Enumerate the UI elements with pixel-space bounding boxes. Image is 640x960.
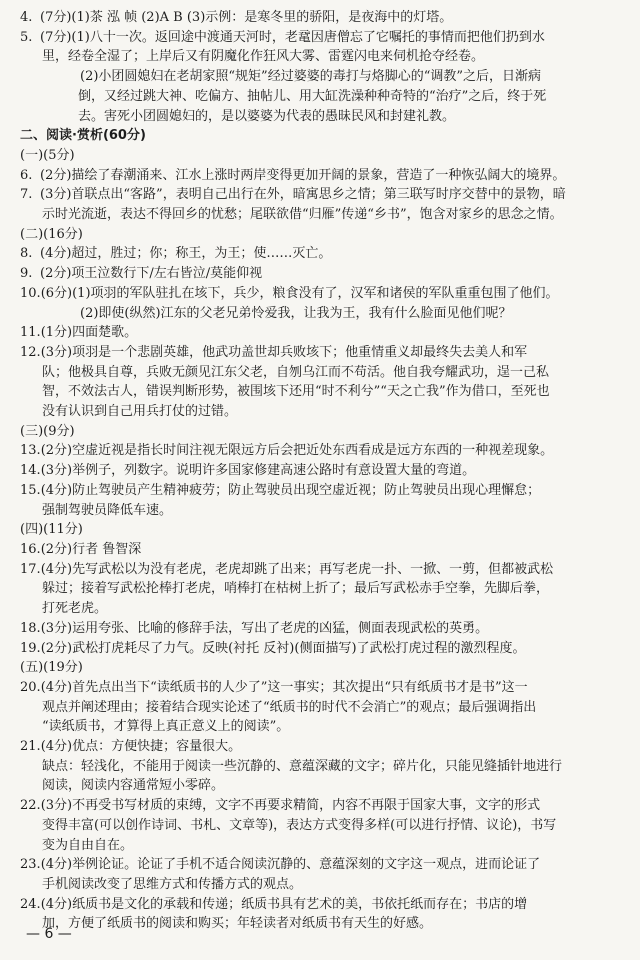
answer-continuation: 倒，又经过跳大神、吃偏方、抽帖儿、用大缸洗澡种种奇特的“治疗”之后，终于死 (78, 88, 547, 104)
question-number: 7. (20, 187, 33, 203)
answer-text: (2分)行者 鲁智深 (40, 541, 142, 557)
answer-item (20, 264, 618, 284)
question-number: 6. (20, 167, 33, 183)
answer-text: (4分)先写武松以为没有老虎，老虎却跳了出来；再写老虎一扑、一掀、一剪，但都被武松 (40, 561, 554, 577)
part-heading: (五)(19分) (20, 660, 83, 676)
question-number: 11. (20, 325, 41, 341)
section-heading: 二、阅读·赏析(60分) (20, 128, 146, 144)
answer-continuation: 打死老虎。 (42, 601, 108, 617)
answer-continuation: 去。害死小团圆媳妇的，是以婆婆为代表的愚昧民风和封建礼教。 (78, 108, 456, 124)
answer-item (20, 481, 618, 501)
answer-item (20, 895, 618, 915)
answer-text: (2分)武松打虎耗尽了力气。反映(衬托 反衬)(侧面描写)了武松打虎过程的激烈程度。 (40, 640, 526, 656)
answer-text: (4分)优点：方便快捷；容量很大。 (40, 739, 242, 755)
answer-text: (3分)运用夸张、比喻的修辞手法，写出了老虎的凶猛，侧面表现武松的英勇。 (40, 620, 489, 636)
page-number: — 6 — (26, 926, 72, 942)
answer-continuation: 里，经卷全湿了；上岸后又有阴魔化作狂风大雾、雷霆闪电来伺机抢夺经卷。 (42, 49, 485, 65)
question-number: 15. (20, 482, 41, 498)
answer-text: (7分)(1)茶 泓 帧 (2)A B (3)示例：是寒冬里的骄阳，是夜海中的灯塔。 (40, 10, 453, 25)
question-number: 14. (20, 463, 41, 479)
answer-continuation: 加，方便了纸质书的阅读和购买；年轻读者对纸质书有天生的好感。 (42, 916, 433, 932)
answer-continuation: (2)即使(纵然)江东的父老兄弟怜爱我，让我为王，我有什么脸面见他们呢？ (80, 305, 512, 321)
answer-continuation: 队；他极具自尊，兵败无颜见江东父老，自刎乌江而不苟活。他自我夸耀武功，逞一己私 (42, 364, 550, 380)
answer-text: (6分)(1)项羽的军队驻扎在垓下，兵少，粮食没有了，汉军和诸侯的军队重重包围了他们。 (40, 285, 559, 301)
question-number: 24. (20, 896, 41, 912)
answer-text: (4分)防止驾驶员产生精神疲劳；防止驾驶员出现空虚近视；防止驾驶员出现心理懈怠； (40, 482, 541, 498)
answer-text: (7分)(1)八十一次。返回途中渡通天河时，老鼋因唐僧忘了它嘱托的事情而把他们扔到水 (40, 29, 545, 45)
question-number: 20. (20, 679, 41, 695)
answer-item (20, 343, 618, 363)
answer-continuation: 变为自由自在。 (42, 837, 134, 853)
answer-text: (3分)项羽是一个悲剧英雄，他武功盖世却兵败垓下；他重情重义却最终失去美人和军 (40, 344, 528, 360)
question-number: 23. (20, 857, 41, 873)
answer-text: (2分)描绘了春潮涌来、江水上涨时两岸变得更加开阔的景象，营造了一种恢弘阔大的境界。 (40, 167, 566, 183)
question-number: 5. (20, 29, 33, 45)
answer-continuation: 手机阅读改变了思维方式和传播方式的观点。 (42, 876, 303, 892)
answer-text: (2分)项王泣数行下/左右皆泣/莫能仰视 (40, 266, 263, 282)
question-number: 22. (20, 798, 41, 814)
part-heading: (二)(16分) (20, 226, 83, 242)
answer-continuation: 变得丰富(可以创作诗词、书札、文章等)，表达方式变得多样(可以进行抒情、议论)，书写 (42, 817, 557, 833)
answer-item (20, 639, 618, 659)
answer-item (20, 8, 618, 28)
answer-continuation: 智，不效法古人，错误判断形势，被围垓下还用“时不利兮”“天之亡我”作为借口，至死也 (42, 384, 550, 400)
question-number: 10. (20, 285, 41, 301)
answer-item (20, 678, 618, 698)
answer-text: (4分)首先点出当下“读纸质书的人少了”这一事实；其次提出“只有纸质书才是书”这一 (40, 679, 528, 695)
answer-item (20, 540, 618, 560)
answer-text: (4分)超过，胜过；你；称王，为王；使……灭亡。 (40, 246, 332, 262)
answer-item (20, 461, 618, 481)
question-number: 18. (20, 620, 41, 636)
answer-text: (1分)四面楚歌。 (40, 325, 138, 341)
answer-continuation: 强制驾驶员降低车速。 (42, 502, 173, 518)
answer-item (20, 28, 618, 48)
answer-item (20, 560, 618, 580)
question-number: 19. (20, 640, 41, 656)
answer-item (20, 796, 618, 816)
question-number: 12. (20, 344, 41, 360)
part-heading: (三)(9分) (20, 423, 75, 439)
answer-continuation: 阅读，阅读内容通常短小零碎。 (42, 778, 225, 794)
answer-continuation: (2)小团圆媳妇在老胡家照“规矩”经过婆婆的毒打与烙脚心的“调教”之后，日渐病 (80, 69, 541, 85)
answer-text: (4分)举例论证。论证了手机不适合阅读沉静的、意蕴深刻的文字这一观点，进而论证了 (40, 857, 541, 873)
answer-text: (2分)空虚近视是指长时间注视无限远方后会把近处东西看成是远方东西的一种视差现象。 (40, 443, 554, 459)
question-number: 8. (20, 246, 33, 262)
answer-item (20, 244, 618, 264)
question-number: 16. (20, 541, 41, 557)
question-number: 4. (20, 10, 33, 25)
answer-text: (3分)举例子，列数字。说明许多国家修建高速公路时有意设置大量的弯道。 (40, 463, 476, 479)
answer-continuation: 缺点：轻浅化，不能用于阅读一些沉静的、意蕴深藏的文字；碎片化，只能见缝插针地进行 (42, 758, 563, 774)
answer-continuation: 示时光流逝，表达不得回乡的忧愁；尾联欲借“归雁”传递“乡书”，饱含对家乡的思念之情。 (42, 207, 563, 223)
question-number: 21. (20, 739, 41, 755)
answer-continuation: 没有认识到自己用兵打仗的过错。 (42, 404, 238, 420)
answer-item (20, 619, 618, 639)
answer-text: (3分)不再受书写材质的束缚，文字不再要求精简，内容不再限于国家大事，文字的形式 (40, 798, 541, 814)
question-number: 9. (20, 266, 33, 282)
answer-text: (3分)首联点出“客路”，表明自己出行在外，暗寓思乡之情；第三联写时序交替中的景物，暗 (40, 187, 566, 203)
answer-text: (4分)纸质书是文化的承载和传递；纸质书具有艺术的美，书依托纸而存在；书店的增 (40, 896, 528, 912)
answer-item (20, 855, 618, 875)
part-heading: (四)(11分) (20, 522, 83, 538)
question-number: 13. (20, 443, 41, 459)
answer-item (20, 185, 618, 205)
answer-item (20, 441, 618, 461)
answer-continuation: 观点并阐述理由；接着结合现实论述了“纸质书的时代不会消亡”的观点；最后强调指出 (42, 699, 537, 715)
answer-item (20, 323, 618, 343)
answer-item (20, 737, 618, 757)
answer-text-body (20, 8, 618, 934)
question-number: 17. (20, 561, 41, 577)
answer-item (20, 166, 618, 186)
answer-continuation: 躲过；接着写武松抡棒打老虎，哨棒打在枯树上折了；最后写武松赤手空拳，先脚后拳， (42, 581, 550, 597)
answer-continuation: “读纸质书，才算得上真正意义上的阅读”。 (42, 719, 290, 735)
part-heading: (一)(5分) (20, 147, 75, 163)
answer-item (20, 284, 618, 304)
